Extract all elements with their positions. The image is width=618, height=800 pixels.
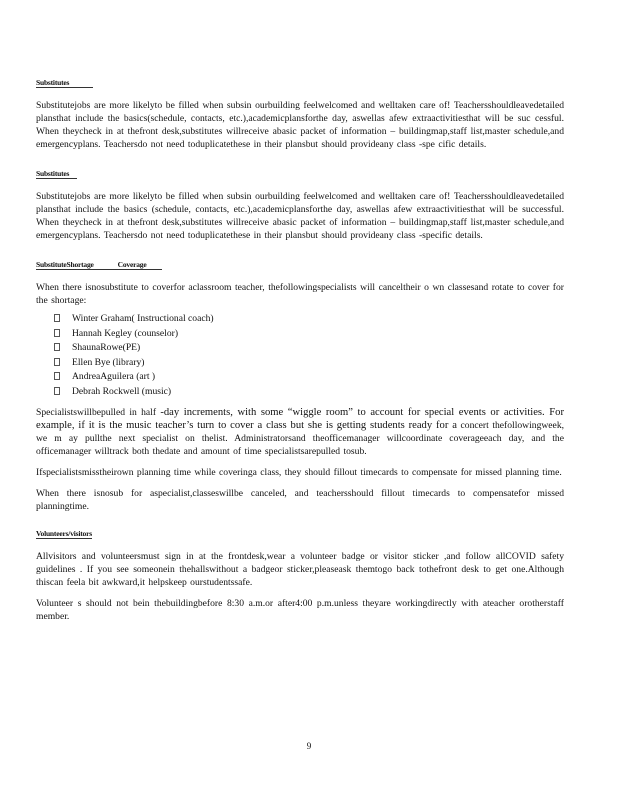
list-item: Winter Graham( Instructional coach)	[54, 312, 564, 327]
heading-right: Coverage	[117, 260, 147, 269]
list-item: AndreaAguilera (art )	[54, 370, 564, 385]
section-heading: Substitutes	[36, 169, 77, 179]
shortage-paragraph-3: When there isnosub for aspecialist,classeswillbe canceled, and teachersshould fillout timecards to compensatefor missed planningtime.	[36, 488, 564, 512]
specialist-list	[36, 312, 564, 399]
volunteers-paragraph-1: Allvisitors and volunteersmust sign in at the frontdesk,wear a volunteer badge or visitor sticker ,and follow allCOVID safety guidelines . If you see someonein thehallswithout a badgeor sticker,pleaseask themtogo back tothefront desk to get one.Although thiscan feela bit awkward,it helpskeep ourstudentssafe.	[36, 551, 564, 588]
section-heading: Substitutes	[36, 78, 93, 88]
section-heading: Volunteers/visitors	[36, 529, 92, 538]
bullet-box-icon	[54, 387, 60, 395]
page-number: 9	[306, 741, 312, 751]
list-item: Debrah Rockwell (music)	[54, 385, 564, 400]
section-volunteers	[36, 523, 564, 623]
list-item: Hannah Kegley (counselor)	[54, 327, 564, 342]
bullet-box-icon	[54, 343, 60, 351]
bullet-box-icon	[54, 372, 60, 380]
page-content	[36, 72, 564, 623]
section-heading	[36, 260, 162, 270]
section-paragraph: Substitutejobs are more likelyto be filled when subsin ourbuilding feelwelcomed and welltaken care of! Teachersshouldleavedetailed plansthat include the basics (schedule, contacts, etc.),academicplansforthe day, aswellas afew extraactivitiesthat will be successful. When theycheck in at thefront desk,substitutes willreceive abasic packet of information – buildingmap,staff list,master schedule,and emergencyplans. Teachersdo not need toduplicatethese in their plansbut should provideany class -specific details.	[36, 191, 564, 241]
shortage-intro: When there isnosubstitute to coverfor aclassroom teacher, thefollowingspecialists will canceltheir o wn classesand rotate to cover for the shortage:	[36, 282, 564, 306]
section-substitute-shortage	[36, 254, 564, 513]
bullet-box-icon	[54, 358, 60, 366]
bullet-box-icon	[54, 329, 60, 337]
list-item: ShaunaRowe(PE)	[54, 341, 564, 356]
volunteers-paragraph-2: Volunteer s should not bein thebuildingbefore 8:30 a.m.or after4:00 p.m.unless theyare workingdirectly with ateacher orotherstaff member.	[36, 598, 564, 622]
section-paragraph: Substitutejobs are more likelyto be filled when subsin ourbuilding feelwelcomed and welltaken care of! Teachersshouldleavedetailed plansthat include the basics(schedule, contacts, etc.),academicplansforthe day, aswellas afew extraactivitiesthat will be suc cessful. When theycheck in at thefront desk,substitutes willreceive abasic packet of information – buildingmap,staff list,master schedule,and emergencyplans. Teachersdo not need toduplicatethese in their plansbut should provideany class -spe cific details.	[36, 100, 564, 150]
list-item: Ellen Bye (library)	[54, 356, 564, 371]
section-substitutes-2	[36, 163, 564, 242]
section-substitutes-1	[36, 72, 564, 151]
bullet-box-icon	[54, 314, 60, 322]
heading-left: SubstituteShortage	[36, 260, 94, 269]
shortage-paragraph-1: Specialistswillbepulled in half -day increments, with some “wiggle room” to account for special events or activities. For example, if it is the music teacher’s turn to cover a class but she is getting students ready for a concert thefollowingweek, we m ay pullthe next specialist on thelist. Administratorsand theofficemanager willcoordinate coverageeach day, and the officemanager willtrack both thedate and amount of time specialistsarepulled tosub.	[36, 407, 565, 457]
shortage-paragraph-2: Ifspecialistsmisstheirown planning time while coveringa class, they should fillout timecards to compensate for missed planning time.	[36, 467, 562, 478]
